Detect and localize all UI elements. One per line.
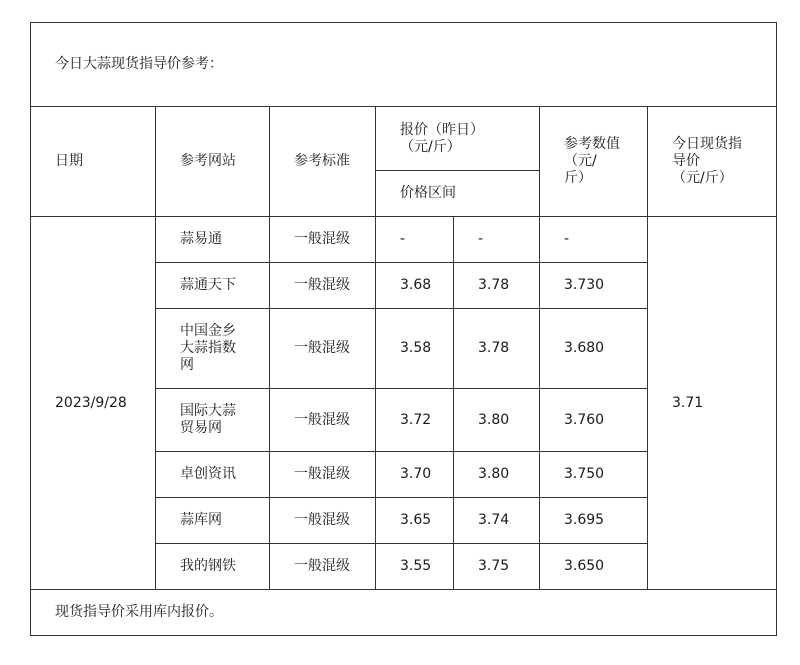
standard-cell: 一般混级 (270, 498, 376, 544)
standard-cell: 一般混级 (270, 309, 376, 389)
standard-cell: 一般混级 (270, 452, 376, 498)
high-cell: 3.80 (454, 389, 540, 452)
site-cell: 蒜库网 (156, 498, 270, 544)
high-cell: - (454, 217, 540, 263)
site-line: 国际大蒜 (180, 403, 236, 419)
standard-cell: 一般混级 (270, 217, 376, 263)
price-table (30, 22, 777, 636)
high-cell: 3.80 (454, 452, 540, 498)
header-ref (540, 107, 648, 217)
site-line: 贸易网 (180, 420, 222, 436)
site-line: 网 (180, 357, 194, 373)
standard-cell: 一般混级 (270, 544, 376, 590)
header-range: 价格区间 (376, 171, 540, 217)
header-ref-line1: 参考数值 (564, 136, 620, 152)
header-site: 参考网站 (156, 107, 270, 217)
high-cell: 3.75 (454, 544, 540, 590)
guide-price-cell: 3.71 (648, 217, 777, 590)
site-cell: 我的钢铁 (156, 544, 270, 590)
header-quote-line2: （元/斤） (400, 138, 461, 155)
site-line: 中国金乡 (180, 323, 236, 339)
table-footer: 现货指导价采用库内报价。 (31, 590, 777, 636)
site-cell: 卓创资讯 (156, 452, 270, 498)
high-cell: 3.78 (454, 309, 540, 389)
header-quote-line1: 报价（昨日） (400, 121, 484, 138)
ref-cell: 3.650 (540, 544, 648, 590)
ref-cell: - (540, 217, 648, 263)
site-cell (156, 309, 270, 389)
low-cell: 3.65 (376, 498, 454, 544)
header-guide (648, 107, 777, 217)
standard-cell: 一般混级 (270, 263, 376, 309)
ref-cell: 3.750 (540, 452, 648, 498)
site-cell: 蒜通天下 (156, 263, 270, 309)
date-cell: 2023/9/28 (31, 217, 156, 590)
ref-cell: 3.730 (540, 263, 648, 309)
high-cell: 3.74 (454, 498, 540, 544)
table-row (31, 217, 777, 263)
table-title: 今日大蒜现货指导价参考： (31, 23, 777, 107)
ref-cell: 3.760 (540, 389, 648, 452)
header-ref-line3: 斤） (564, 170, 592, 186)
high-cell: 3.78 (454, 263, 540, 309)
low-cell: 3.68 (376, 263, 454, 309)
low-cell: 3.55 (376, 544, 454, 590)
low-cell: - (376, 217, 454, 263)
low-cell: 3.58 (376, 309, 454, 389)
low-cell: 3.72 (376, 389, 454, 452)
low-cell: 3.70 (376, 452, 454, 498)
header-standard: 参考标准 (270, 107, 376, 217)
header-guide-line3: （元/斤） (672, 170, 733, 186)
standard-cell: 一般混级 (270, 389, 376, 452)
site-cell: 蒜易通 (156, 217, 270, 263)
ref-cell: 3.695 (540, 498, 648, 544)
site-cell (156, 389, 270, 452)
ref-cell: 3.680 (540, 309, 648, 389)
site-line: 大蒜指数 (180, 340, 236, 356)
header-date: 日期 (31, 107, 156, 217)
header-guide-line2: 导价 (672, 153, 700, 169)
header-guide-line1: 今日现货指 (672, 136, 742, 152)
header-quote (376, 107, 540, 171)
header-ref-line2: （元/ (564, 153, 597, 169)
